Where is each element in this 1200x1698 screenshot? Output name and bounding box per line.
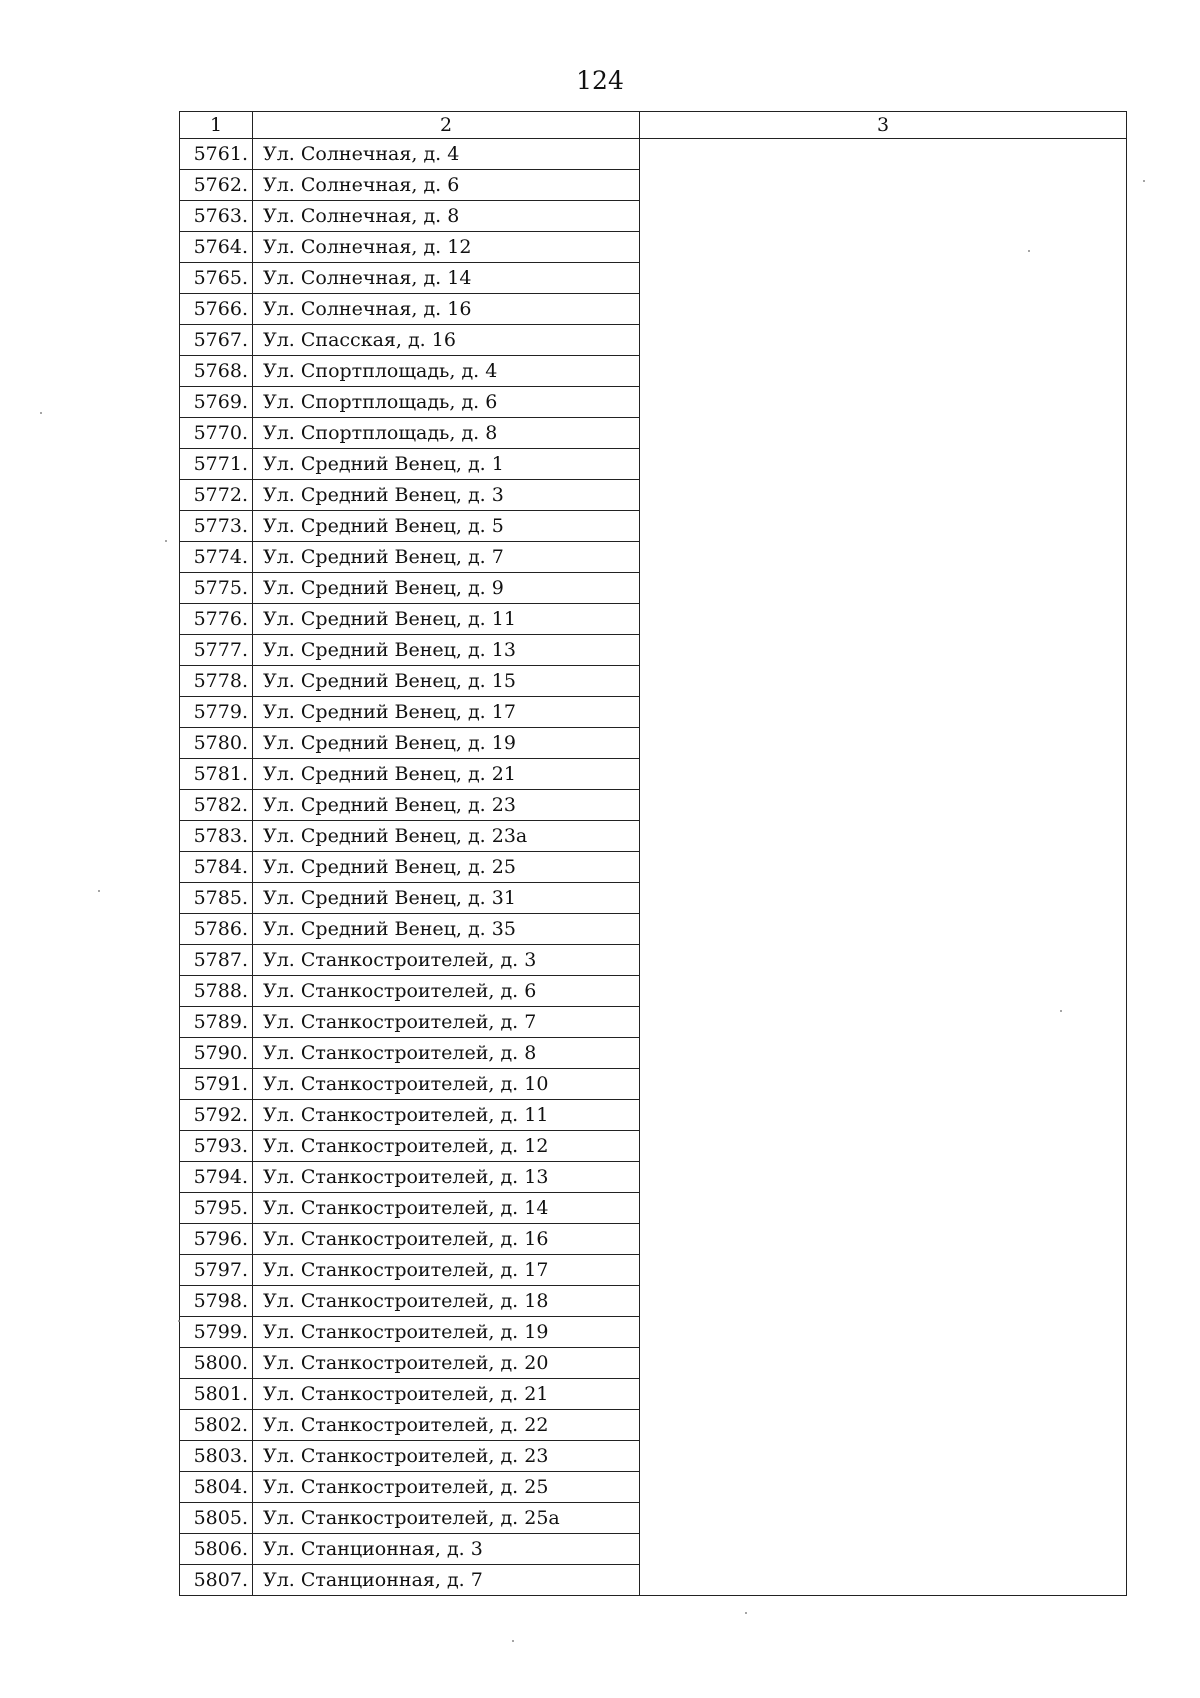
row-address: Ул. Станкостроителей, д. 23 [253,1441,640,1472]
row-number: 5804. [180,1472,253,1503]
row-number: 5784. [180,852,253,883]
page-number: 124 [576,66,624,95]
row-address: Ул. Станкостроителей, д. 6 [253,976,640,1007]
row-number: 5796. [180,1224,253,1255]
row-number: 5792. [180,1100,253,1131]
row-address: Ул. Средний Венец, д. 23 [253,790,640,821]
row-address: Ул. Станкостроителей, д. 19 [253,1317,640,1348]
row-address: Ул. Солнечная, д. 16 [253,294,640,325]
scan-speck [40,412,42,414]
row-number: 5771. [180,449,253,480]
row-number: 5805. [180,1503,253,1534]
row-number: 5780. [180,728,253,759]
row-address: Ул. Станкостроителей, д. 25а [253,1503,640,1534]
column-3-cell [640,139,1127,1596]
table-body [180,139,1127,1596]
row-address: Ул. Средний Венец, д. 23а [253,821,640,852]
row-address: Ул. Средний Венец, д. 11 [253,604,640,635]
row-number: 5806. [180,1534,253,1565]
row-number: 5781. [180,759,253,790]
row-number: 5777. [180,635,253,666]
table-row [180,139,1127,170]
scan-speck [98,890,100,892]
row-address: Ул. Станкостроителей, д. 20 [253,1348,640,1379]
scan-speck [1143,180,1145,182]
row-number: 5764. [180,232,253,263]
row-number: 5787. [180,945,253,976]
row-number: 5799. [180,1317,253,1348]
row-address: Ул. Станкостроителей, д. 3 [253,945,640,976]
row-address: Ул. Станкостроителей, д. 10 [253,1069,640,1100]
row-address: Ул. Станкостроителей, д. 22 [253,1410,640,1441]
row-address: Ул. Солнечная, д. 14 [253,263,640,294]
row-number: 5790. [180,1038,253,1069]
row-number: 5782. [180,790,253,821]
row-number: 5793. [180,1131,253,1162]
row-address: Ул. Станкостроителей, д. 16 [253,1224,640,1255]
row-number: 5789. [180,1007,253,1038]
row-number: 5770. [180,418,253,449]
row-address: Ул. Солнечная, д. 12 [253,232,640,263]
scan-speck [512,1640,514,1642]
row-number: 5791. [180,1069,253,1100]
row-number: 5795. [180,1193,253,1224]
scan-speck [165,540,167,542]
row-address: Ул. Средний Венец, д. 25 [253,852,640,883]
row-number: 5803. [180,1441,253,1472]
row-number: 5798. [180,1286,253,1317]
row-address: Ул. Станкостроителей, д. 14 [253,1193,640,1224]
row-address: Ул. Станкостроителей, д. 8 [253,1038,640,1069]
row-address: Ул. Средний Венец, д. 5 [253,511,640,542]
row-address: Ул. Спортплощадь, д. 8 [253,418,640,449]
row-number: 5763. [180,201,253,232]
row-address: Ул. Станкостроителей, д. 18 [253,1286,640,1317]
row-number: 5776. [180,604,253,635]
row-address: Ул. Средний Венец, д. 15 [253,666,640,697]
row-number: 5774. [180,542,253,573]
table-header [180,112,1127,139]
row-number: 5773. [180,511,253,542]
row-number: 5765. [180,263,253,294]
scan-speck [178,1320,180,1322]
row-number: 5800. [180,1348,253,1379]
row-number: 5761. [180,139,253,170]
row-number: 5794. [180,1162,253,1193]
row-number: 5802. [180,1410,253,1441]
row-address: Ул. Средний Венец, д. 13 [253,635,640,666]
row-address: Ул. Станкостроителей, д. 25 [253,1472,640,1503]
column-header-3: 3 [640,112,1127,139]
row-address: Ул. Станционная, д. 3 [253,1534,640,1565]
row-address: Ул. Солнечная, д. 8 [253,201,640,232]
scan-speck [1028,250,1030,252]
row-number: 5772. [180,480,253,511]
row-number: 5785. [180,883,253,914]
row-address: Ул. Средний Венец, д. 35 [253,914,640,945]
row-number: 5766. [180,294,253,325]
row-address: Ул. Станкостроителей, д. 7 [253,1007,640,1038]
row-address: Ул. Спасская, д. 16 [253,325,640,356]
row-number: 5786. [180,914,253,945]
column-header-2: 2 [253,112,640,139]
row-number: 5769. [180,387,253,418]
address-table [179,111,1127,1596]
row-address: Ул. Солнечная, д. 6 [253,170,640,201]
row-number: 5783. [180,821,253,852]
row-number: 5762. [180,170,253,201]
row-number: 5778. [180,666,253,697]
scan-speck [745,1612,747,1614]
row-number: 5797. [180,1255,253,1286]
row-address: Ул. Станкостроителей, д. 17 [253,1255,640,1286]
row-number: 5768. [180,356,253,387]
row-address: Ул. Средний Венец, д. 31 [253,883,640,914]
row-number: 5801. [180,1379,253,1410]
row-address: Ул. Станкостроителей, д. 11 [253,1100,640,1131]
row-address: Ул. Средний Венец, д. 19 [253,728,640,759]
row-address: Ул. Средний Венец, д. 3 [253,480,640,511]
row-address: Ул. Средний Венец, д. 9 [253,573,640,604]
row-address: Ул. Станкостроителей, д. 21 [253,1379,640,1410]
row-address: Ул. Средний Венец, д. 7 [253,542,640,573]
row-number: 5779. [180,697,253,728]
row-address: Ул. Станционная, д. 7 [253,1565,640,1596]
row-address: Ул. Спортплощадь, д. 6 [253,387,640,418]
row-address: Ул. Солнечная, д. 4 [253,139,640,170]
row-number: 5767. [180,325,253,356]
row-address: Ул. Спортплощадь, д. 4 [253,356,640,387]
header-row [180,112,1127,139]
row-number: 5775. [180,573,253,604]
row-address: Ул. Станкостроителей, д. 12 [253,1131,640,1162]
row-address: Ул. Средний Венец, д. 17 [253,697,640,728]
row-address: Ул. Средний Венец, д. 21 [253,759,640,790]
scan-speck [1060,1010,1062,1012]
row-number: 5788. [180,976,253,1007]
row-address: Ул. Средний Венец, д. 1 [253,449,640,480]
row-number: 5807. [180,1565,253,1596]
row-address: Ул. Станкостроителей, д. 13 [253,1162,640,1193]
column-header-1: 1 [180,112,253,139]
